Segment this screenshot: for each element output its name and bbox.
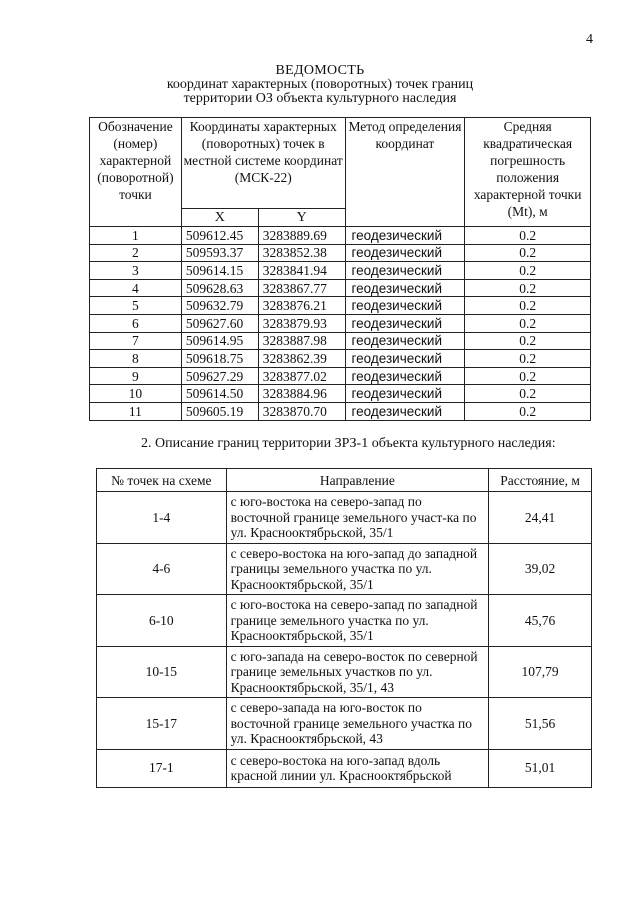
table-row [90, 332, 591, 350]
table-row [90, 227, 591, 245]
coord-y: 3283870.70 [258, 402, 345, 420]
coord-y: 3283877.02 [258, 367, 345, 385]
distance-cell: 51,56 [489, 698, 592, 750]
coord-y: 3283887.98 [258, 332, 345, 350]
method-cell: геодезический [345, 350, 465, 368]
method-cell: геодезический [345, 385, 465, 403]
coord-x: 509627.60 [181, 314, 258, 332]
header-error: Средняя квадратическая погрешность положения характерной точки (Mt), м [465, 118, 591, 227]
table-row [90, 367, 591, 385]
coordinates-table [89, 117, 591, 421]
table-row [90, 385, 591, 403]
table-row [97, 543, 592, 595]
header-points: № точек на схеме [97, 469, 227, 492]
title-line-2: координат характерных (поворотных) точек границ [166, 77, 474, 92]
direction-cell: с юго-востока на северо-запад по западной границе земельного участка по ул. Краснооктябрьской, 35/1 [226, 595, 488, 647]
method-cell: геодезический [345, 244, 465, 262]
boundary-description-table [96, 468, 592, 788]
direction-cell: с юго-востока на северо-запад по восточной границе земельного участ-ка по ул. Краснооктябрьской, 35/1 [226, 492, 488, 544]
error-cell: 0.2 [465, 262, 591, 280]
error-cell: 0.2 [465, 332, 591, 350]
method-cell: геодезический [345, 262, 465, 280]
coord-y: 3283841.94 [258, 262, 345, 280]
method-cell: геодезический [345, 402, 465, 420]
coord-x: 509614.15 [181, 262, 258, 280]
table-row [90, 244, 591, 262]
method-cell: геодезический [345, 297, 465, 315]
distance-cell: 107,79 [489, 646, 592, 698]
table-row [97, 595, 592, 647]
error-cell: 0.2 [465, 350, 591, 368]
method-cell: геодезический [345, 227, 465, 245]
title-line-1: ВЕДОМОСТЬ [275, 63, 365, 78]
point-number: 9 [90, 367, 182, 385]
point-number: 8 [90, 350, 182, 368]
direction-cell: с северо-востока на юго-запад до западной границы земельного участка по ул. Краснооктябрьской, 35/1 [226, 543, 488, 595]
direction-cell: с юго-запада на северо-восток по северной границе земельных участков по ул. Краснооктябрьской, 35/1, 43 [226, 646, 488, 698]
coord-x: 509605.19 [181, 402, 258, 420]
points-cell: 1-4 [97, 492, 227, 544]
method-cell: геодезический [345, 314, 465, 332]
boundary-table-body [97, 492, 592, 788]
table-row [97, 646, 592, 698]
method-cell: геодезический [345, 279, 465, 297]
table-row [97, 698, 592, 750]
direction-cell: с северо-востока на юго-запад вдоль красной линии ул. Краснооктябрьской [226, 749, 488, 787]
error-cell: 0.2 [465, 314, 591, 332]
error-cell: 0.2 [465, 402, 591, 420]
point-number: 11 [90, 402, 182, 420]
coord-x: 509628.63 [181, 279, 258, 297]
table-row [97, 749, 592, 787]
method-cell: геодезический [345, 367, 465, 385]
header-direction: Направление [226, 469, 488, 492]
error-cell: 0.2 [465, 244, 591, 262]
distance-cell: 51,01 [489, 749, 592, 787]
point-number: 3 [90, 262, 182, 280]
point-number: 1 [90, 227, 182, 245]
error-cell: 0.2 [465, 297, 591, 315]
point-number: 5 [90, 297, 182, 315]
header-coordinates: Координаты характерных (поворотных) точек в местной системе координат (МСК-22) [181, 118, 345, 209]
table-row [90, 279, 591, 297]
coord-y: 3283876.21 [258, 297, 345, 315]
coord-x: 509618.75 [181, 350, 258, 368]
coord-y: 3283862.39 [258, 350, 345, 368]
coord-x: 509632.79 [181, 297, 258, 315]
points-cell: 6-10 [97, 595, 227, 647]
coord-y: 3283889.69 [258, 227, 345, 245]
coord-x: 509614.50 [181, 385, 258, 403]
table-row [90, 402, 591, 420]
coord-y: 3283879.93 [258, 314, 345, 332]
coord-y: 3283852.38 [258, 244, 345, 262]
points-cell: 10-15 [97, 646, 227, 698]
error-cell: 0.2 [465, 279, 591, 297]
header-y: Y [258, 209, 345, 227]
header-method: Метод определения координат [345, 118, 465, 227]
coord-y: 3283884.96 [258, 385, 345, 403]
page-number: 4 [586, 32, 593, 47]
coord-x: 509627.29 [181, 367, 258, 385]
point-number: 10 [90, 385, 182, 403]
section-heading: 2. Описание границ территории ЗРЗ-1 объекта культурного наследия: [141, 436, 556, 451]
point-number: 6 [90, 314, 182, 332]
header-distance: Расстояние, м [489, 469, 592, 492]
header-x: X [181, 209, 258, 227]
error-cell: 0.2 [465, 227, 591, 245]
coordinates-table-body [90, 227, 591, 421]
points-cell: 17-1 [97, 749, 227, 787]
distance-cell: 45,76 [489, 595, 592, 647]
points-cell: 15-17 [97, 698, 227, 750]
coord-x: 509614.95 [181, 332, 258, 350]
distance-cell: 24,41 [489, 492, 592, 544]
coord-x: 509612.45 [181, 227, 258, 245]
direction-cell: с северо-запада на юго-восток по восточной границе земельного участка по ул. Краснооктябрьской, 43 [226, 698, 488, 750]
table-row [90, 314, 591, 332]
table-row [90, 262, 591, 280]
error-cell: 0.2 [465, 367, 591, 385]
title-line-3: территории ОЗ объекта культурного наследия [183, 91, 457, 106]
point-number: 4 [90, 279, 182, 297]
coord-y: 3283867.77 [258, 279, 345, 297]
error-cell: 0.2 [465, 385, 591, 403]
header-designation: Обозначение (номер) характерной (поворотной) точки [90, 118, 182, 227]
table-row [90, 350, 591, 368]
points-cell: 4-6 [97, 543, 227, 595]
distance-cell: 39,02 [489, 543, 592, 595]
point-number: 2 [90, 244, 182, 262]
document-title [0, 64, 640, 106]
coord-x: 509593.37 [181, 244, 258, 262]
table-row [97, 492, 592, 544]
table-row [90, 297, 591, 315]
method-cell: геодезический [345, 332, 465, 350]
point-number: 7 [90, 332, 182, 350]
